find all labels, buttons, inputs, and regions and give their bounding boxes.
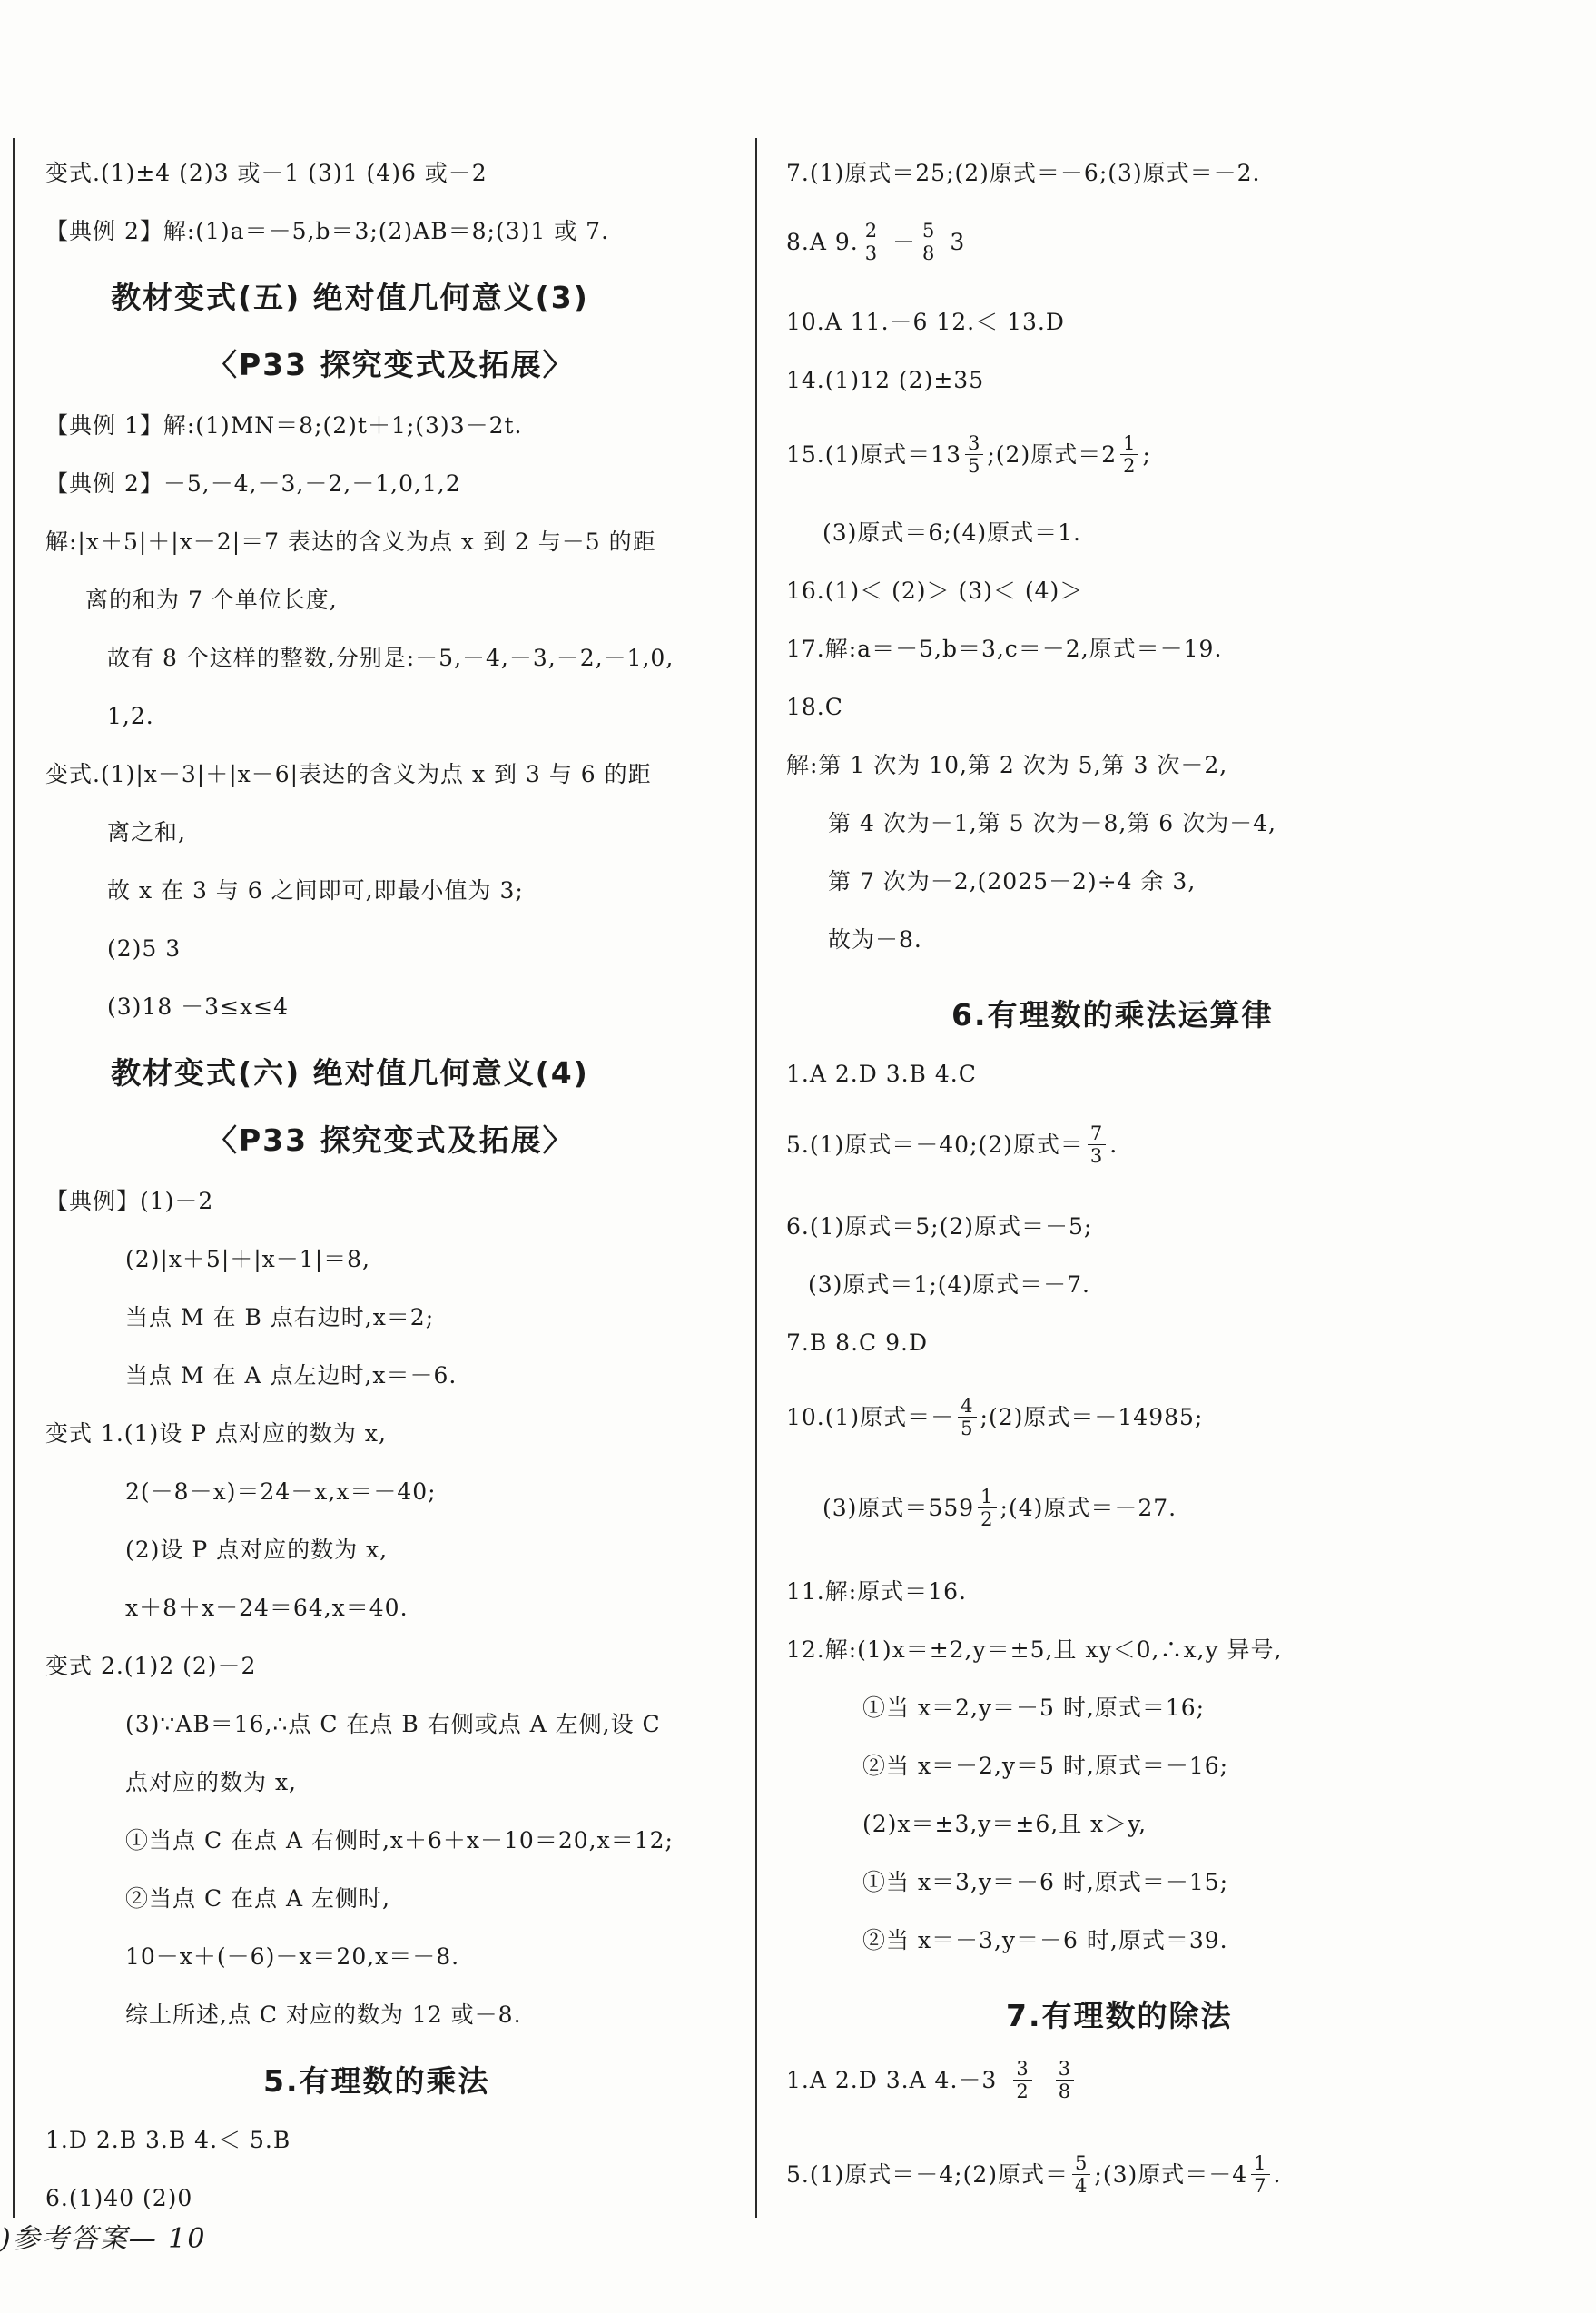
answer-line: 7.(1)原式＝25;(2)原式＝－6;(3)原式＝－2. bbox=[786, 160, 1261, 186]
answer-line: (2)设 P 点对应的数为 x, bbox=[125, 1537, 389, 1563]
answer-line: 【典例】(1)－2 bbox=[45, 1188, 214, 1214]
answer-line: 6.(1)原式＝5;(2)原式＝－5; bbox=[786, 1213, 1093, 1240]
answer-line: 点对应的数为 x, bbox=[125, 1769, 297, 1795]
answer-line: 变式 1.(1)设 P 点对应的数为 x, bbox=[45, 1420, 387, 1447]
section-subheading: 〈P33 探究变式及拓展〉 bbox=[207, 1122, 575, 1158]
answer-line: 第 7 次为－2,(2025－2)÷4 余 3, bbox=[828, 868, 1197, 895]
answer-line: 2(－8－x)＝24－x,x＝－40; bbox=[125, 1478, 437, 1505]
answer-line: 10.(1)原式＝－ $\frac{4}{5}$ ;(2)原式＝－14985; bbox=[786, 1395, 1204, 1439]
section-heading: 7.有理数的除法 bbox=[1006, 1998, 1233, 2033]
answer-line: 16.(1)＜ (2)＞ (3)＜ (4)＞ bbox=[786, 578, 1084, 604]
answer-line: 12.解:(1)x＝±2,y＝±5,且 xy＜0,∴x,y 异号, bbox=[786, 1636, 1283, 1663]
answer-line: (2)|x＋5|＋|x－1|＝8, bbox=[125, 1246, 370, 1272]
answer-line: 第 4 次为－1,第 5 次为－8,第 6 次为－4, bbox=[828, 810, 1276, 836]
fraction: $\frac{1}{2}$ bbox=[978, 1486, 996, 1530]
fraction: $\frac{7}{3}$ bbox=[1088, 1122, 1106, 1167]
answer-line: 故有 8 个这样的整数,分别是:－5,－4,－3,－2,－1,0, bbox=[107, 645, 675, 671]
answer-line: 【典例 2】解:(1)a＝－5,b＝3;(2)AB＝8;(3)1 或 7. bbox=[45, 218, 610, 244]
answer-line: 1,2. bbox=[107, 703, 154, 729]
answer-line: 离的和为 7 个单位长度, bbox=[85, 587, 338, 613]
answer-line: 7.B 8.C 9.D bbox=[786, 1329, 928, 1356]
answer-line: 故为－8. bbox=[828, 926, 922, 953]
answer-line: 15.(1)原式＝13 $\frac{3}{5}$ ;(2)原式＝2 $\frac{1}{2}$ ; bbox=[786, 432, 1151, 477]
section-heading: 5.有理数的乘法 bbox=[263, 2063, 490, 2099]
answer-line: (3)原式＝1;(4)原式＝－7. bbox=[808, 1271, 1091, 1298]
answer-line: 解:第 1 次为 10,第 2 次为 5,第 3 次－2, bbox=[786, 752, 1228, 778]
answer-line: 10.A 11.－6 12.＜ 13.D bbox=[786, 309, 1065, 335]
fraction: $\frac{3}{8}$ bbox=[1056, 2058, 1074, 2102]
fraction: $\frac{1}{2}$ bbox=[1120, 432, 1138, 477]
answer-line: 1.D 2.B 3.B 4.＜ 5.B bbox=[45, 2127, 291, 2153]
answer-line: ②当点 C 在点 A 左侧时, bbox=[125, 1885, 390, 1912]
answer-line: 当点 M 在 B 点右边时,x＝2; bbox=[125, 1304, 435, 1330]
section-heading: 教材变式(六) 绝对值几何意义(4) bbox=[111, 1055, 589, 1091]
answer-line: 故 x 在 3 与 6 之间即可,即最小值为 3; bbox=[107, 877, 524, 904]
answer-line: 解:|x＋5|＋|x－2|＝7 表达的含义为点 x 到 2 与－5 的距 bbox=[45, 529, 656, 555]
answer-line: 1.A 2.D 3.B 4.C bbox=[786, 1061, 977, 1087]
answer-line: 【典例 2】－5,－4,－3,－2,－1,0,1,2 bbox=[45, 470, 461, 497]
answer-line: ①当 x＝2,y＝－5 时,原式＝16; bbox=[862, 1695, 1206, 1721]
answer-line: 离之和, bbox=[107, 819, 186, 845]
fraction: $\frac{4}{5}$ bbox=[958, 1395, 976, 1439]
answer-line: ①当 x＝3,y＝－6 时,原式＝－15; bbox=[862, 1869, 1229, 1895]
right-column bbox=[763, 0, 1596, 2313]
fraction: $\frac{5}{4}$ bbox=[1072, 2152, 1090, 2197]
answer-line: 17.解:a＝－5,b＝3,c＝－2,原式＝－19. bbox=[786, 636, 1223, 662]
answer-line: 11.解:原式＝16. bbox=[786, 1578, 967, 1605]
answer-line: 5.(1)原式＝－4;(2)原式＝ $\frac{5}{4}$ ;(3)原式＝－4 $\frac{1}{7}$ . bbox=[786, 2152, 1282, 2197]
answer-line: (2)x＝±3,y＝±6,且 x＞y, bbox=[862, 1811, 1148, 1837]
fraction: $\frac{2}{3}$ bbox=[862, 220, 881, 264]
section-heading: 6.有理数的乘法运算律 bbox=[951, 997, 1274, 1033]
fraction: $\frac{3}{5}$ bbox=[965, 432, 983, 477]
answer-line: 5.(1)原式＝－40;(2)原式＝ $\frac{7}{3}$ . bbox=[786, 1122, 1118, 1167]
answer-line: 综上所述,点 C 对应的数为 12 或－8. bbox=[125, 2002, 522, 2028]
answer-line: 1.A 2.D 3.A 4.－3 $\frac{3}{2}$ $\frac{3}{8}$ bbox=[786, 2060, 1078, 2104]
section-heading: 教材变式(五) 绝对值几何意义(3) bbox=[111, 280, 589, 315]
answer-line: 6.(1)40 (2)0 bbox=[45, 2185, 193, 2211]
section-subheading: 〈P33 探究变式及拓展〉 bbox=[207, 347, 575, 382]
answer-line: (3)∵AB＝16,∴点 C 在点 B 右侧或点 A 左侧,设 C bbox=[125, 1711, 661, 1737]
answer-line: 10－x＋(－6)－x＝20,x＝－8. bbox=[125, 1943, 460, 1970]
answer-line: ②当 x＝－3,y＝－6 时,原式＝39. bbox=[862, 1927, 1228, 1953]
column-divider bbox=[755, 138, 757, 2218]
answer-line: 变式 2.(1)2 (2)－2 bbox=[45, 1653, 257, 1679]
answer-line: (2)5 3 bbox=[107, 935, 182, 962]
answer-line: 14.(1)12 (2)±35 bbox=[786, 367, 985, 393]
answer-line: ①当点 C 在点 A 右侧时,x＋6＋x－10＝20,x＝12; bbox=[125, 1827, 674, 1853]
answer-line: 当点 M 在 A 点左边时,x＝－6. bbox=[125, 1362, 458, 1389]
answer-line: (3)原式＝559 $\frac{1}{2}$ ;(4)原式＝－27. bbox=[823, 1486, 1177, 1530]
answer-line: 变式.(1)±4 (2)3 或－1 (3)1 (4)6 或－2 bbox=[45, 160, 488, 186]
fraction: $\frac{1}{7}$ bbox=[1251, 2152, 1269, 2197]
answer-line: 8.A 9. $\frac{2}{3}$ － $\frac{5}{8}$ 3 bbox=[786, 220, 966, 264]
fraction: $\frac{3}{2}$ bbox=[1013, 2058, 1031, 2102]
answer-line: x＋8＋x－24＝64,x＝40. bbox=[125, 1595, 409, 1621]
left-column bbox=[0, 0, 755, 2313]
fraction: $\frac{5}{8}$ bbox=[920, 220, 938, 264]
answer-line: 【典例 1】解:(1)MN＝8;(2)t＋1;(3)3－2t. bbox=[45, 412, 523, 439]
page-footer: )参考答案— 10 bbox=[0, 2223, 207, 2255]
answer-line: 变式.(1)|x－3|＋|x－6|表达的含义为点 x 到 3 与 6 的距 bbox=[45, 761, 652, 787]
answer-line: 18.C bbox=[786, 694, 843, 720]
answer-line: (3)18 －3≤x≤4 bbox=[107, 993, 289, 1020]
answer-line: (3)原式＝6;(4)原式＝1. bbox=[823, 519, 1082, 546]
answer-line: ②当 x＝－2,y＝5 时,原式＝－16; bbox=[862, 1753, 1229, 1779]
